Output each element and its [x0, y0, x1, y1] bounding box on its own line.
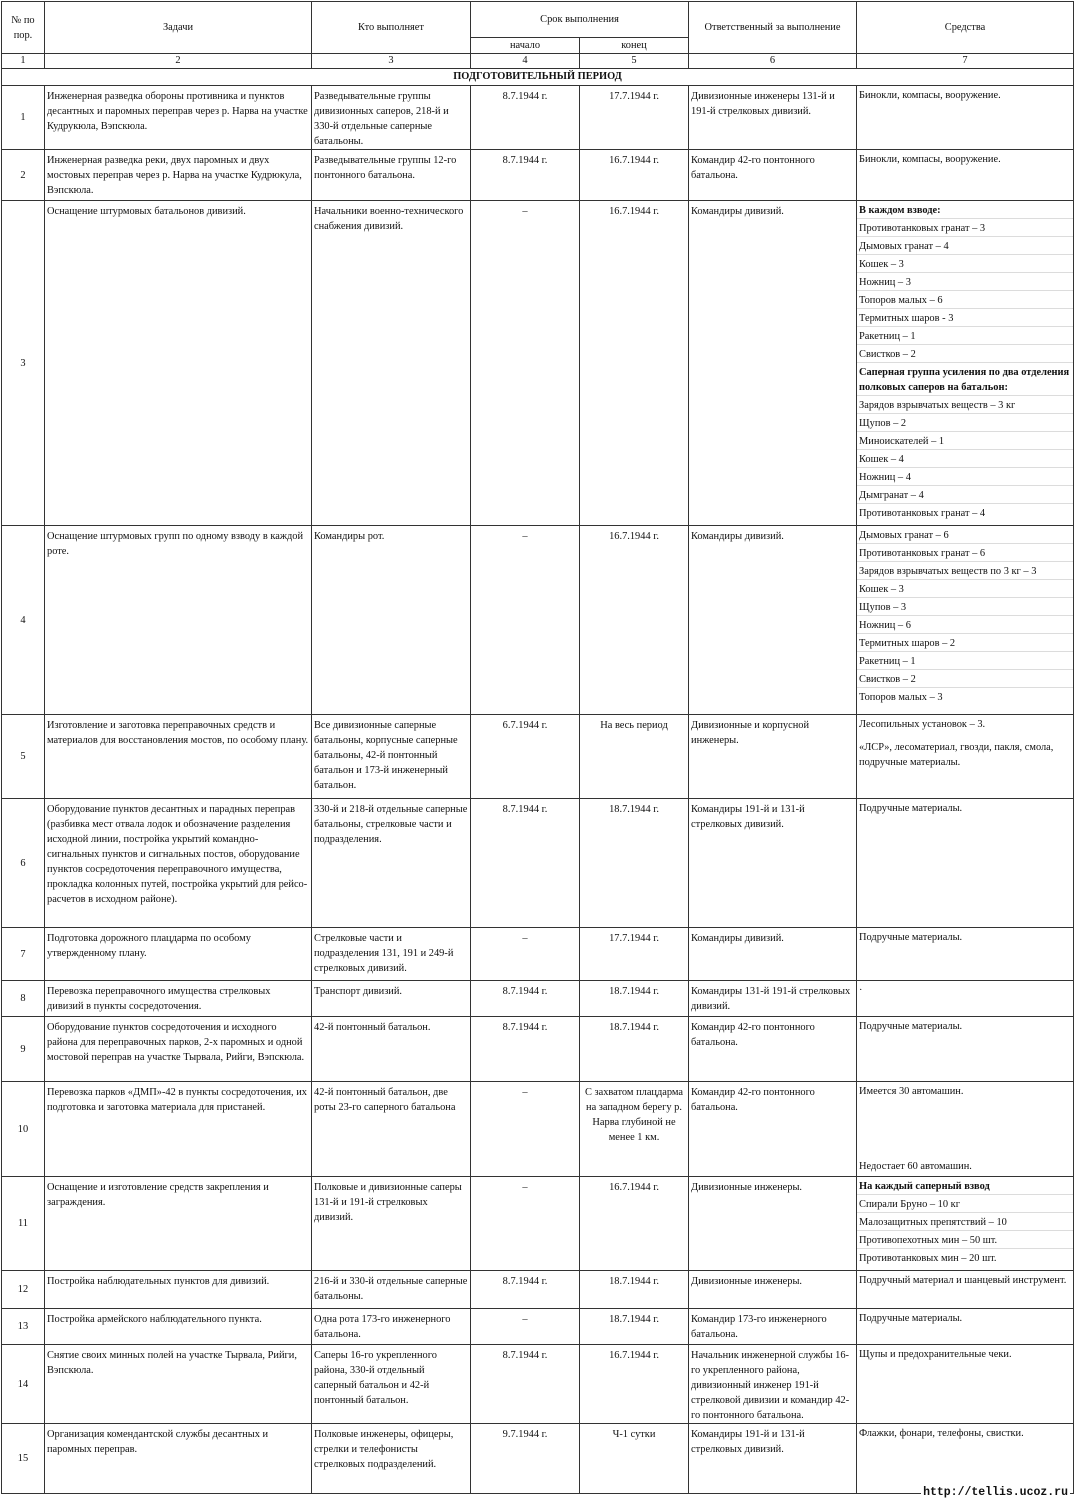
means-item: «ЛСР», лесоматериал, гвозди, пакля, смола, подручные материалы.	[859, 742, 1054, 768]
responsible-cell: Командиры 191-й и 131-й стрелковых дивизий.	[689, 1424, 857, 1494]
means-item: Кошек – 3	[857, 580, 1073, 598]
header-deadline: Срок выполнения	[471, 2, 689, 38]
end-date-cell: 18.7.1944 г.	[580, 799, 689, 928]
executor-cell: Стрелковые части и подразделения 131, 191 и 249-й стрелковых дивизий.	[312, 928, 471, 981]
means-item: Зарядов взрывчатых веществ – 3 кг	[857, 396, 1073, 414]
header-start: начало	[471, 38, 580, 54]
means-item: Зарядов взрывчатых веществ по 3 кг – 3	[857, 562, 1073, 580]
end-date-cell: 16.7.1944 г.	[580, 1345, 689, 1424]
executor-cell: Одна рота 173-го инженерного батальона.	[312, 1309, 471, 1345]
means-item: Термитных шаров - 3	[857, 309, 1073, 327]
end-date-cell: С захватом плацдарма на западном берегу р. Нарва глубиной не менее 1 км.	[580, 1082, 689, 1177]
end-date-cell: 16.7.1944 г.	[580, 201, 689, 526]
engineering-plan-table	[1, 1, 1074, 1494]
start-date-cell: –	[471, 1177, 580, 1271]
executor-cell: 330-й и 218-й отдельные саперные батальоны, стрелковые части и подразделения.	[312, 799, 471, 928]
means-item: Флажки, фонари, телефоны, свистки.	[859, 1428, 1024, 1439]
means-item: Термитных шаров – 2	[857, 634, 1073, 652]
means-item: Имеется 30 автомашин.	[859, 1086, 964, 1097]
means-cell	[857, 1082, 1074, 1177]
responsible-cell: Командир 42-го понтонного батальона.	[689, 1082, 857, 1177]
means-cell	[857, 928, 1074, 981]
executor-cell: Полковые и дивизионные саперы 131-й и 191-й стрелковых дивизий.	[312, 1177, 471, 1271]
end-date-cell: 18.7.1944 г.	[580, 981, 689, 1017]
row-number: 8	[2, 981, 45, 1017]
header-executor: Кто выполняет	[312, 2, 471, 54]
row-number: 1	[2, 86, 45, 150]
start-date-cell: –	[471, 201, 580, 526]
means-cell	[857, 1345, 1074, 1424]
header-no: № по пор.	[2, 2, 45, 54]
table-body	[2, 86, 1074, 1494]
end-date-cell: 17.7.1944 г.	[580, 928, 689, 981]
start-date-cell: 8.7.1944 г.	[471, 86, 580, 150]
means-cell	[857, 150, 1074, 201]
responsible-cell: Командир 42-го понтонного батальона.	[689, 150, 857, 201]
means-item: ·	[859, 985, 863, 996]
means-cell	[857, 1271, 1074, 1309]
means-cell	[857, 1309, 1074, 1345]
end-date-cell: 16.7.1944 г.	[580, 150, 689, 201]
means-item: Кошек – 3	[857, 255, 1073, 273]
means-item: Противотанковых гранат – 6	[857, 544, 1073, 562]
responsible-cell: Дивизионные инженеры.	[689, 1177, 857, 1271]
header-means: Средства	[857, 2, 1074, 54]
responsible-cell: Командиры дивизий.	[689, 201, 857, 526]
row-number: 6	[2, 799, 45, 928]
row-number: 15	[2, 1424, 45, 1494]
row-number: 10	[2, 1082, 45, 1177]
means-cell	[857, 201, 1074, 526]
means-item: Бинокли, компасы, вооружение.	[859, 154, 1001, 165]
table-row	[2, 1082, 1074, 1177]
responsible-cell: Начальник инженерной службы 16-го укрепленного района, дивизионный инженер 191-й стрелковой дивизии и командир 42-го понтонного батальона.	[689, 1345, 857, 1424]
responsible-cell: Командиры 131-й 191-й стрелковых дивизий.	[689, 981, 857, 1017]
means-item: Ножниц – 3	[857, 273, 1073, 291]
colnum: 7	[857, 54, 1074, 69]
means-cell	[857, 1177, 1074, 1271]
start-date-cell: 8.7.1944 г.	[471, 799, 580, 928]
responsible-cell: Командиры дивизий.	[689, 928, 857, 981]
means-item: Бинокли, компасы, вооружение.	[859, 90, 1001, 101]
means-cell	[857, 981, 1074, 1017]
row-number: 3	[2, 201, 45, 526]
means-item: Недостает 60 автомашин.	[859, 1161, 972, 1172]
means-item: Миноискателей – 1	[857, 432, 1073, 450]
row-number: 2	[2, 150, 45, 201]
row-number: 4	[2, 526, 45, 715]
means-item: Подручные материалы.	[859, 1021, 963, 1032]
start-date-cell: –	[471, 928, 580, 981]
means-item: Подручные материалы.	[859, 1313, 963, 1324]
means-item: Топоров малых – 6	[857, 291, 1073, 309]
means-item: На каждый саперный взвод	[857, 1177, 1073, 1195]
end-date-cell: 18.7.1944 г.	[580, 1271, 689, 1309]
task-cell: Инженерная разведка обороны противника и пунктов десантных и паромных переправ через р. Нарва на участке Кудрукюла, Вэпскюла.	[45, 86, 312, 150]
task-cell: Организация комендантской службы десантных и паромных переправ.	[45, 1424, 312, 1494]
means-item: Спирали Бруно – 10 кг	[857, 1195, 1073, 1213]
responsible-cell: Командиры дивизий.	[689, 526, 857, 715]
header-end: конец	[580, 38, 689, 54]
task-cell: Перевозка парков «ДМП»-42 в пункты сосредоточения, их подготовка и заготовка материала для пристаней.	[45, 1082, 312, 1177]
means-item: Лесопильных установок – 3.	[859, 719, 986, 730]
table-row	[2, 1017, 1074, 1082]
column-number-row	[2, 54, 1074, 69]
task-cell: Оборудование пунктов десантных и парадных переправ (разбивка мест отвала лодок и обозначение разделения исходной линии, постройка укрытий командно-сигнальных пунктов и сигнальных постов, оборудование пунктов сосредоточения переправочного имущества, прокладка колонных путей, постройка укрытий для рейсо-расчетов в исходном районе).	[45, 799, 312, 928]
end-date-cell: 18.7.1944 г.	[580, 1309, 689, 1345]
start-date-cell: 6.7.1944 г.	[471, 715, 580, 799]
table-row	[2, 1345, 1074, 1424]
task-cell: Снятие своих минных полей на участке Тырвала, Рийги, Вэпскюла.	[45, 1345, 312, 1424]
responsible-cell: Командир 173-го инженерного батальона.	[689, 1309, 857, 1345]
end-date-cell: 17.7.1944 г.	[580, 86, 689, 150]
means-item: Ножниц – 4	[857, 468, 1073, 486]
start-date-cell: –	[471, 1309, 580, 1345]
responsible-cell: Дивизионные инженеры 131-й и 191-й стрелковых дивизий.	[689, 86, 857, 150]
start-date-cell: 9.7.1944 г.	[471, 1424, 580, 1494]
executor-cell: Разведывательные группы дивизионных саперов, 218-й и 330-й отдельные саперные батальоны.	[312, 86, 471, 150]
means-item: Малозащитных препятствий – 10	[857, 1213, 1073, 1231]
row-number: 9	[2, 1017, 45, 1082]
means-item: Подручный материал и шанцевый инструмент.	[859, 1275, 1067, 1286]
row-number: 7	[2, 928, 45, 981]
row-number: 5	[2, 715, 45, 799]
means-cell	[857, 86, 1074, 150]
table-row	[2, 1309, 1074, 1345]
executor-cell: 42-й понтонный батальон.	[312, 1017, 471, 1082]
executor-cell: Транспорт дивизий.	[312, 981, 471, 1017]
means-item: Противотанковых гранат – 3	[857, 219, 1073, 237]
start-date-cell: 8.7.1944 г.	[471, 1271, 580, 1309]
means-item: Дымгранат – 4	[857, 486, 1073, 504]
header-row	[2, 2, 1074, 38]
executor-cell: Саперы 16-го укрепленного района, 330-й отдельный саперный батальон и 42-й понтонный батальон.	[312, 1345, 471, 1424]
task-cell: Постройка наблюдательных пунктов для дивизий.	[45, 1271, 312, 1309]
colnum: 6	[689, 54, 857, 69]
task-cell: Оснащение штурмовых батальонов дивизий.	[45, 201, 312, 526]
section-title: ПОДГОТОВИТЕЛЬНЫЙ ПЕРИОД	[2, 69, 1074, 86]
executor-cell: Полковые инженеры, офицеры, стрелки и телефонисты стрелковых подразделений.	[312, 1424, 471, 1494]
row-number: 14	[2, 1345, 45, 1424]
means-item: Кошек – 4	[857, 450, 1073, 468]
means-item: Щупы и предохранительные чеки.	[859, 1349, 1012, 1360]
header-task: Задачи	[45, 2, 312, 54]
means-item: Дымовых гранат – 4	[857, 237, 1073, 255]
means-cell	[857, 1017, 1074, 1082]
table-row	[2, 201, 1074, 526]
table-row	[2, 1271, 1074, 1309]
row-number: 13	[2, 1309, 45, 1345]
executor-cell: 216-й и 330-й отдельные саперные батальоны.	[312, 1271, 471, 1309]
means-item: Щупов – 3	[857, 598, 1073, 616]
task-cell: Подготовка дорожного плацдарма по особому утвержденному плану.	[45, 928, 312, 981]
means-item: Щупов – 2	[857, 414, 1073, 432]
means-item: Топоров малых – 3	[859, 692, 943, 703]
responsible-cell: Командиры 191-й и 131-й стрелковых дивизий.	[689, 799, 857, 928]
executor-cell: Командиры рот.	[312, 526, 471, 715]
start-date-cell: 8.7.1944 г.	[471, 1017, 580, 1082]
end-date-cell: 18.7.1944 г.	[580, 1017, 689, 1082]
means-item: Противопехотных мин – 50 шт.	[857, 1231, 1073, 1249]
responsible-cell: Дивизионные и корпусной инженеры.	[689, 715, 857, 799]
executor-cell: Разведывательные группы 12-го понтонного батальона.	[312, 150, 471, 201]
end-date-cell: 16.7.1944 г.	[580, 1177, 689, 1271]
task-cell: Инженерная разведка реки, двух паромных и двух мостовых переправ через р. Нарва на участке Кудрюкула, Вэпскюла.	[45, 150, 312, 201]
means-item: Свистков – 2	[857, 670, 1073, 688]
table-row	[2, 928, 1074, 981]
means-cell	[857, 526, 1074, 715]
task-cell: Перевозка переправочного имущества стрелковых дивизий в пункты сосредоточения.	[45, 981, 312, 1017]
end-date-cell: Ч-1 сутки	[580, 1424, 689, 1494]
means-item: Саперная группа усиления по два отделения полковых саперов на батальон:	[857, 363, 1073, 396]
start-date-cell: 8.7.1944 г.	[471, 150, 580, 201]
start-date-cell: 8.7.1944 г.	[471, 1345, 580, 1424]
task-cell: Постройка армейского наблюдательного пункта.	[45, 1309, 312, 1345]
table-row	[2, 799, 1074, 928]
means-cell	[857, 1424, 1074, 1494]
means-item: Противотанковых гранат – 4	[859, 508, 986, 519]
means-item: Свистков – 2	[857, 345, 1073, 363]
start-date-cell: –	[471, 1082, 580, 1177]
responsible-cell: Командир 42-го понтонного батальона.	[689, 1017, 857, 1082]
colnum: 3	[312, 54, 471, 69]
table-row	[2, 526, 1074, 715]
executor-cell: Все дивизионные саперные батальоны, корпусные саперные батальоны, 42-й понтонный батальон и 173-й инженерный батальон.	[312, 715, 471, 799]
table-row	[2, 150, 1074, 201]
task-cell: Оборудование пунктов сосредоточения и исходного района для переправочных парков, 2-х паромных и одной мостовой переправ на участке Тырвала, Рийги, Вэпскюла.	[45, 1017, 312, 1082]
end-date-cell: На весь период	[580, 715, 689, 799]
table-row	[2, 981, 1074, 1017]
table-row	[2, 86, 1074, 150]
colnum: 4	[471, 54, 580, 69]
means-item: Подручные материалы.	[859, 932, 963, 943]
task-cell: Изготовление и заготовка переправочных средств и материалов для восстановления мостов, по особому плану.	[45, 715, 312, 799]
watermark: http://tellis.ucoz.ru	[923, 1486, 1068, 1499]
means-item: Подручные материалы.	[859, 803, 963, 814]
means-item: Дымовых гранат – 6	[857, 526, 1073, 544]
means-item: Ракетниц – 1	[857, 327, 1073, 345]
row-number: 12	[2, 1271, 45, 1309]
means-item: В каждом взводе:	[857, 201, 1073, 219]
means-cell	[857, 715, 1074, 799]
start-date-cell: 8.7.1944 г.	[471, 981, 580, 1017]
row-number: 11	[2, 1177, 45, 1271]
colnum: 2	[45, 54, 312, 69]
executor-cell: Начальники военно-технического снабжения дивизий.	[312, 201, 471, 526]
header-responsible: Ответственный за выполнение	[689, 2, 857, 54]
task-cell: Оснащение и изготовление средств закрепления и заграждения.	[45, 1177, 312, 1271]
end-date-cell: 16.7.1944 г.	[580, 526, 689, 715]
task-cell: Оснащение штурмовых групп по одному взводу в каждой роте.	[45, 526, 312, 715]
means-item: Ножниц – 6	[857, 616, 1073, 634]
colnum: 5	[580, 54, 689, 69]
table-row	[2, 1177, 1074, 1271]
table-row	[2, 715, 1074, 799]
means-item: Ракетниц – 1	[857, 652, 1073, 670]
executor-cell: 42-й понтонный батальон, две роты 23-го саперного батальона	[312, 1082, 471, 1177]
means-cell	[857, 799, 1074, 928]
table-row	[2, 1424, 1074, 1494]
means-item: Противотанковых мин – 20 шт.	[859, 1253, 997, 1264]
responsible-cell: Дивизионные инженеры.	[689, 1271, 857, 1309]
section-row	[2, 69, 1074, 86]
colnum: 1	[2, 54, 45, 69]
start-date-cell: –	[471, 526, 580, 715]
